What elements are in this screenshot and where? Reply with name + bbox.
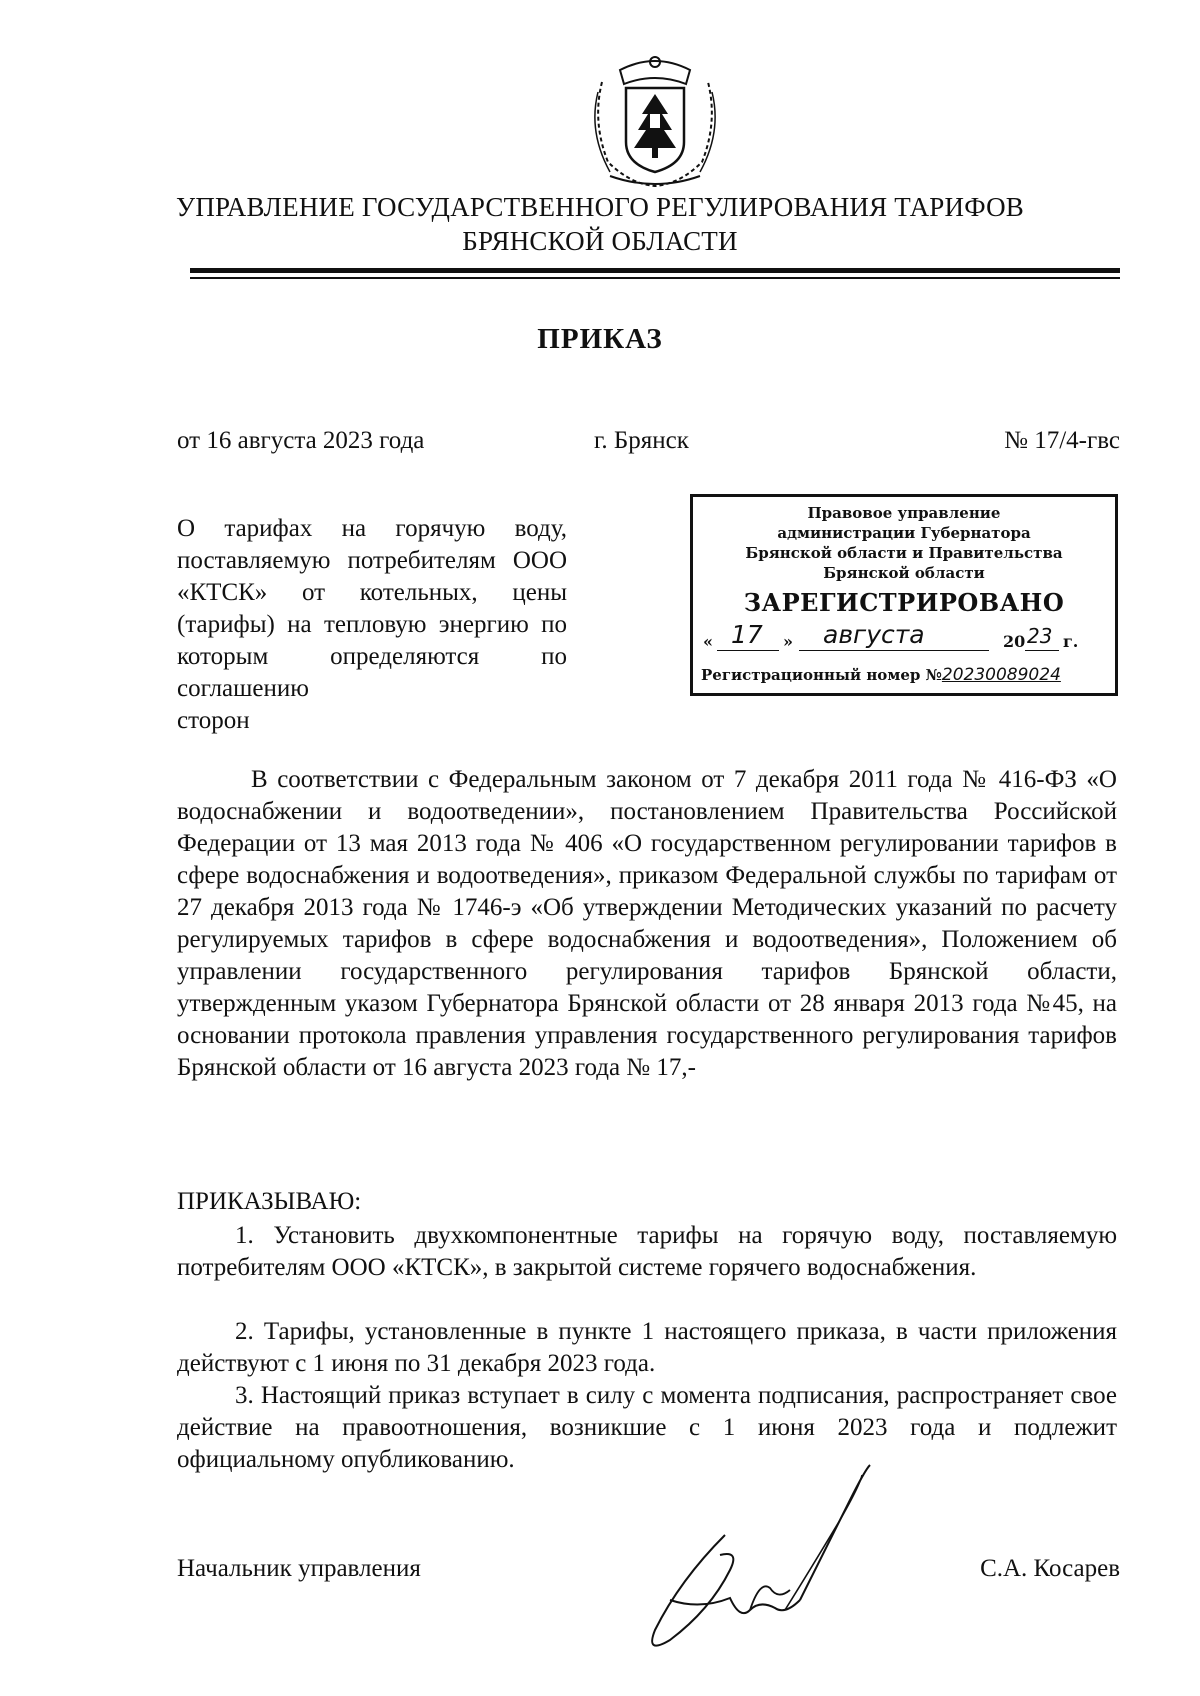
- stamp-line3: Брянской области и Правительства: [745, 544, 1063, 562]
- stamp-registered: ЗАРЕГИСТРИРОВАНО: [743, 588, 1065, 617]
- registration-stamp: [690, 494, 1118, 696]
- stamp-reg-line: [701, 665, 1111, 685]
- stamp-month: августа: [823, 620, 925, 649]
- header-rule-thin: [190, 277, 1120, 279]
- order-number: № 17/4-гвс: [1004, 427, 1120, 454]
- subject-text: О тарифах на горячую воду, поставляемую потребителям ООО «КТСК» от котельных, цены (тарифы) на тепловую энергию по которым определяются по соглашению: [177, 515, 567, 702]
- header-rule-thick: [190, 268, 1120, 273]
- organization-name-line2: БРЯНСКОЙ ОБЛАСТИ: [462, 226, 738, 256]
- handwritten-signature: [610, 1460, 910, 1660]
- order-word: ПРИКАЗЫВАЮ:: [177, 1188, 362, 1215]
- stamp-line2: администрации Губернатора: [777, 524, 1031, 542]
- stamp-year-suffix: 23: [1027, 624, 1053, 648]
- order-item-1: 1. Установить двухкомпонентные тарифы на горячую воду, поставляемую потребителям ООО «КТСК», в закрытой системе горячего водоснабжения.: [177, 1222, 1117, 1281]
- order-date: от 16 августа 2023 года: [177, 427, 425, 454]
- stamp-line1: Правовое управление: [807, 504, 1001, 522]
- signatory-name: С.А. Косарев: [980, 1555, 1120, 1582]
- subject-text-last: сторон: [177, 707, 250, 734]
- stamp-year-prefix: 20: [1003, 632, 1026, 651]
- stamp-day: 17: [731, 620, 763, 649]
- organization-name-line1: УПРАВЛЕНИЕ ГОСУДАРСТВЕННОГО РЕГУЛИРОВАНИЯ ТАРИФОВ: [176, 192, 1024, 222]
- stamp-reg-label: Регистрационный номер №: [701, 666, 942, 684]
- stamp-line4: Брянской области: [823, 564, 985, 582]
- coat-of-arms-emblem: [590, 52, 720, 188]
- order-item-2: 2. Тарифы, установленные в пункте 1 настоящего приказа, в части приложения действуют с 1 июня по 31 декабря 2023 года.: [177, 1318, 1117, 1377]
- document-title: ПРИКАЗ: [537, 323, 663, 355]
- preamble-paragraph: В соответствии с Федеральным законом от 7 декабря 2011 года № 416-ФЗ «О водоснабжении и водоотведении», постановлением Правительства Российской Федерации от 13 мая 2013 года № 406 «О государственном регулировании тарифов в сфере водоснабжения и водоотведения», приказом Федеральной службы по тарифам от 27 декабря 2013 года № 1746-э «Об утверждении Методических указаний по расчету регулируемых тарифов в сфере водоснабжения и водоотведения», Положением об управлении государственного регулирования тарифов Брянской области, утвержденным указом Губернатора Брянской области от 28 января 2013 года №45, на основании протокола правления управления государственного регулирования тарифов Брянской области от 16 августа 2023 года № 17,-: [177, 766, 1117, 1081]
- stamp-date-line: « 17 » августа 20 23 г.: [703, 620, 1079, 651]
- order-city: г. Брянск: [594, 427, 689, 454]
- stamp-year-end: г.: [1063, 632, 1079, 651]
- stamp-reg-number: 20230089024: [941, 665, 1061, 685]
- signatory-position: Начальник управления: [177, 1555, 421, 1582]
- order-subject: [177, 513, 567, 737]
- order-item-3: 3. Настоящий приказ вступает в силу с момента подписания, распространяет свое действие на правоотношения, возникшие с 1 июня 2023 года и подлежит официальному опубликованию.: [177, 1382, 1117, 1473]
